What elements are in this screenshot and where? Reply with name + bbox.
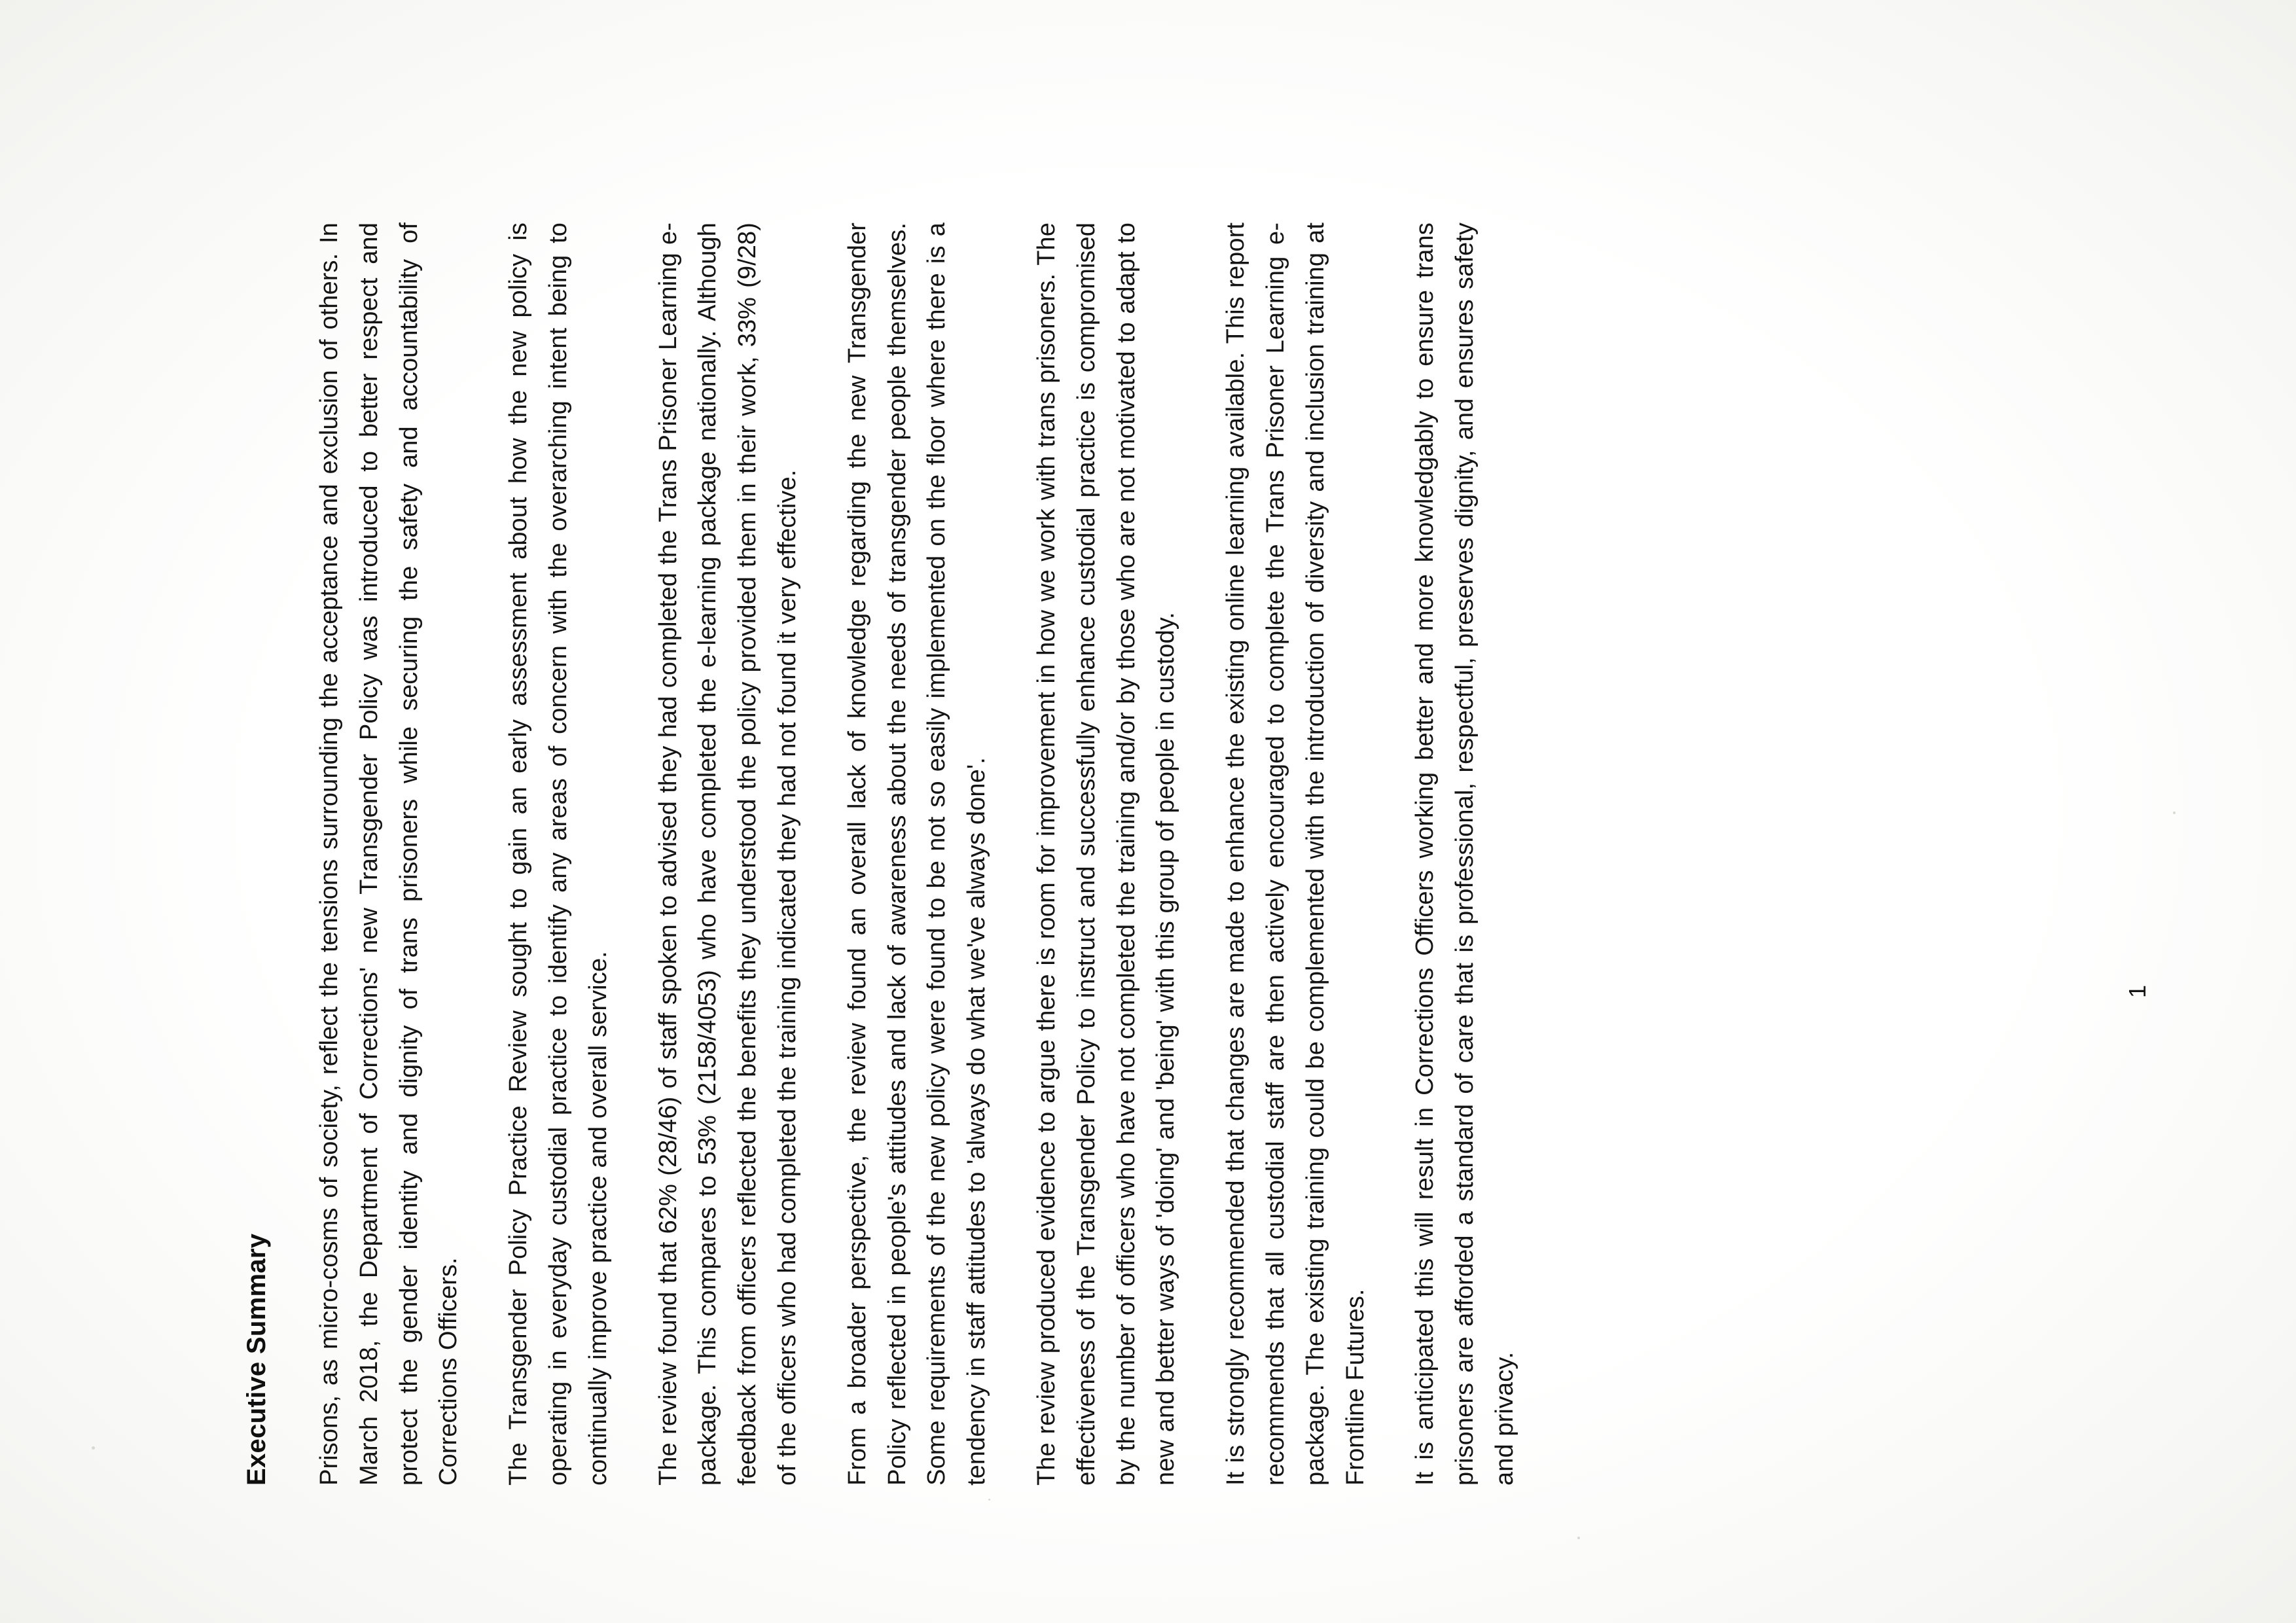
paragraph-3: The review found that 62% (28/46) of staff spoken to advised they had completed the Trans Prisoner Learning e-package. This compares to 53% (2158/4053) who have completed the e-learning package nationally. Although feedback from officers reflected the benefits they understood the policy provided them in their work, 33% (9/28) of the officers who had completed the training indicated they had not found it very effective.: [654, 223, 801, 1486]
paragraph-5: The review produced evidence to argue there is room for improvement in how we work with trans prisoners. The effectiveness of the Transgender Policy to instruct and successfully enhance custodial practice is compromised by the number of officers who have not completed the training and/or by those who are not motivated to adapt to new and better ways of 'doing' and 'being' with this group of people in custody.: [1032, 223, 1180, 1486]
paragraph-7: It is anticipated this will result in Corrections Officers working better and more knowledgably to ensure trans prisoners are afforded a standard of care that is professional, respectful, preserves dignity, and ensures safety and privacy.: [1411, 223, 1518, 1486]
paragraph-1: Prisons, as micro-cosms of society, reflect the tensions surrounding the acceptance and exclusion of others. In March 2018, the Department of Corrections' new Transgender Policy was introduced to better respect and protect the gender identity and dignity of trans prisoners while securing the safety and accountability of Corrections Officers.: [315, 223, 463, 1486]
paragraph-6: It is strongly recommended that changes are made to enhance the existing online learning available. This report recommends that all custodial staff are then actively encouraged to complete the Trans Prisoner Learning e-package. The existing training could be complemented with the introduction of diversity and inclusion training at Frontline Futures.: [1222, 223, 1369, 1486]
paragraph-4: From a broader perspective, the review found an overall lack of knowledge regarding the new Transgender Policy reflected in people's attitudes and lack of awareness about the needs of transgender people themselves. Some requirements of the new policy were found to be not so easily implemented on the floor where there is a tendency in staff attitudes to 'always do what we've always done'.: [843, 223, 991, 1486]
page-number: 1: [2124, 984, 2151, 998]
page-title: Executive Summary: [242, 1233, 271, 1486]
text-column: [242, 223, 1555, 1486]
paragraph-2: The Transgender Policy Practice Review sought to gain an early assessment about how the new policy is operating in everyday custodial practice to identify any areas of concern with the overarching intent being to continually improve practice and overall service.: [505, 223, 612, 1486]
